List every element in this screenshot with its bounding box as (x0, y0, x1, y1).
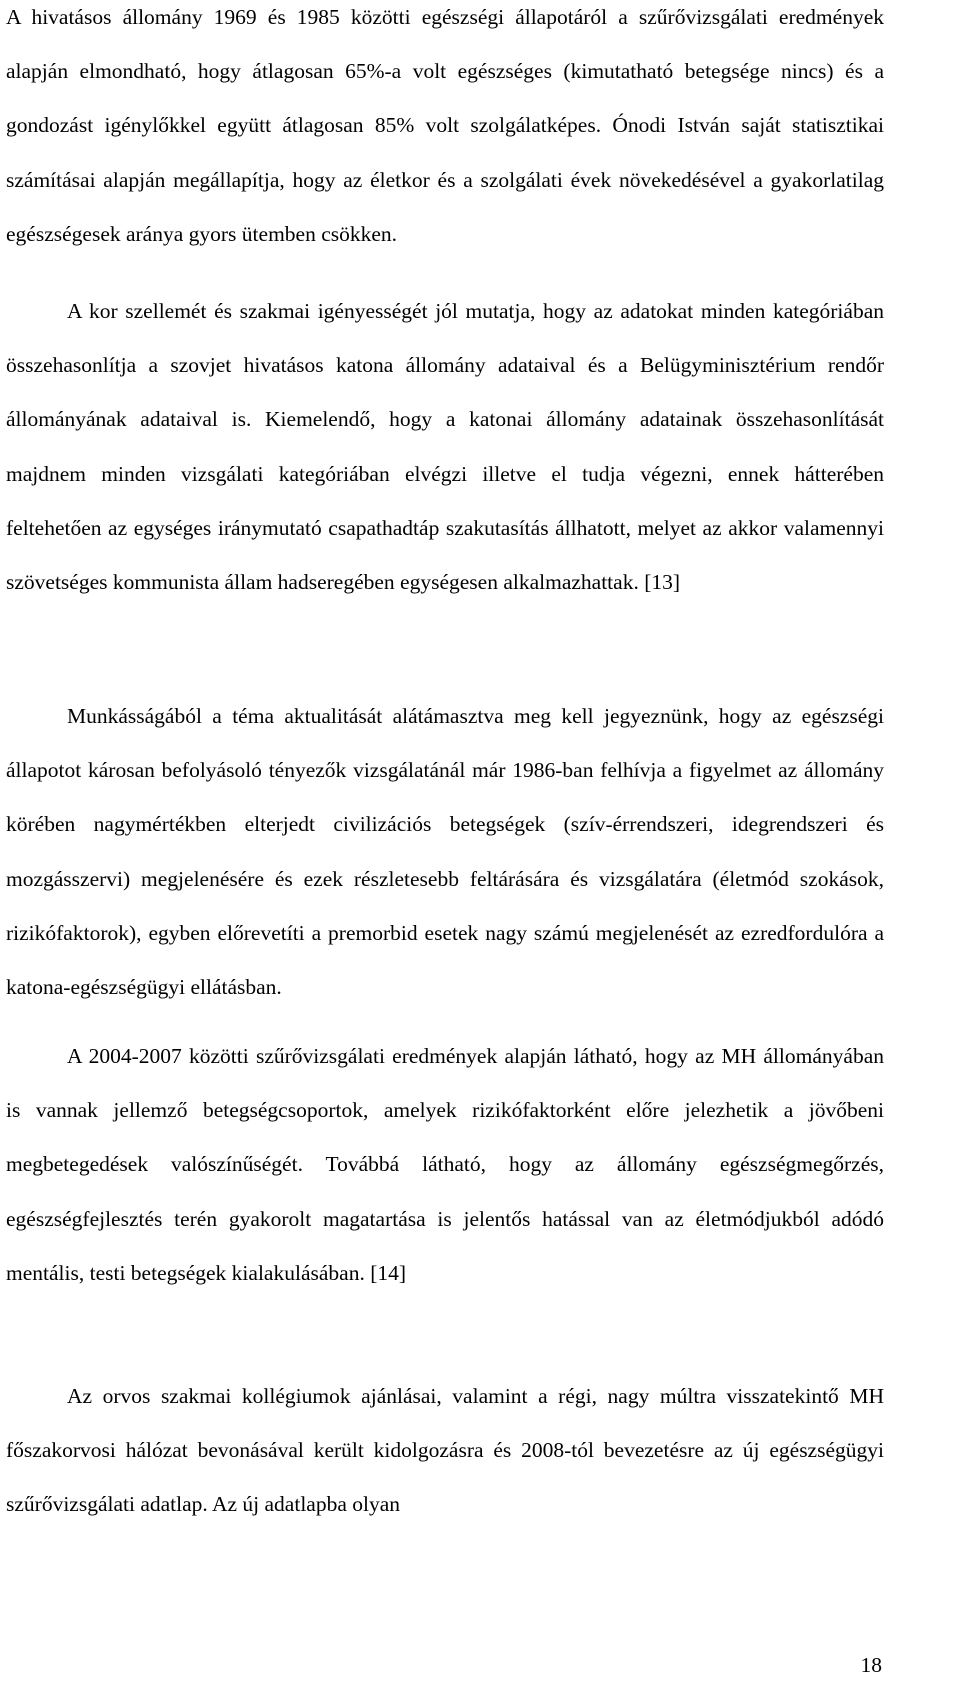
paragraph-civilization-diseases: Munkásságából a téma aktualitását alátámasztva meg kell jegyeznünk, hogy az egészségi állapotot károsan befolyásoló tényezők vizsgálatánál már 1986-ban felhívja a figyelmet az állomány körében nagymértékben elterjedt civilizációs betegségek (szív-érrendszeri, idegrendszeri és mozgásszervi) megjelenésére és ezek részletesebb feltárására és vizsgálatára (életmód szokások, rizikófaktorok), egyben előrevetíti a premorbid esetek nagy számú megjelenését az ezredfordulóra a katona-egészségügyi ellátásban. (6, 704, 884, 1000)
paragraph-health-status-1969-1985: A hivatásos állomány 1969 és 1985 közötti egészségi állapotáról a szűrővizsgálati eredmények alapján elmondható, hogy átlagosan 65%-a volt egészséges (kimutatható betegsége nincs) és a gondozást igénylőkkel együtt átlagosan 85% volt szolgálatképes. Ónodi István saját statisztikai számításai alapján megállapítja, hogy az életkor és a szolgálati évek növekedésével a gyakorlatilag egészségesek aránya gyors ütemben csökken. (6, 5, 884, 246)
page-number: 18 (860, 1653, 882, 1677)
paragraph-screening-2004-2007: A 2004-2007 közötti szűrővizsgálati eredmények alapján látható, hogy az MH állományában is vannak jellemző betegségcsoportok, amelyek rizikófaktorként előre jelezhetik a jövőbeni megbetegedések valószínűségét. Továbbá látható, hogy az állomány egészségmegőrzés, egészségfejlesztés terén gyakorolt magatartása is jelentős hatással van az életmódjukból adódó mentális, testi betegségek kialakulásában. [14] (6, 1044, 884, 1285)
paragraph-comparison-soviet-data: A kor szellemét és szakmai igényességét jól mutatja, hogy az adatokat minden kategóriában összehasonlítja a szovjet hivatásos katona állomány adataival és a Belügyminisztérium rendőr állományának adataival is. Kiemelendő, hogy a katonai állomány adatainak összehasonlítását majdnem minden vizsgálati kategóriában elvégzi illetve el tudja végezni, ennek hátterében feltehetően az egységes iránymutató csapathadtáp szakutasítás állhatott, melyet az akkor valamennyi szövetséges kommunista állam hadseregében egységesen alkalmazhattak. [13] (6, 299, 884, 595)
paragraph-new-screening-form: Az orvos szakmai kollégiumok ajánlásai, valamint a régi, nagy múltra visszatekintő MH főszakorvosi hálózat bevonásával került kidolgozásra és 2008-tól bevezetésre az új egészségügyi szűrővizsgálati adatlap. Az új adatlapba olyan (6, 1384, 884, 1517)
